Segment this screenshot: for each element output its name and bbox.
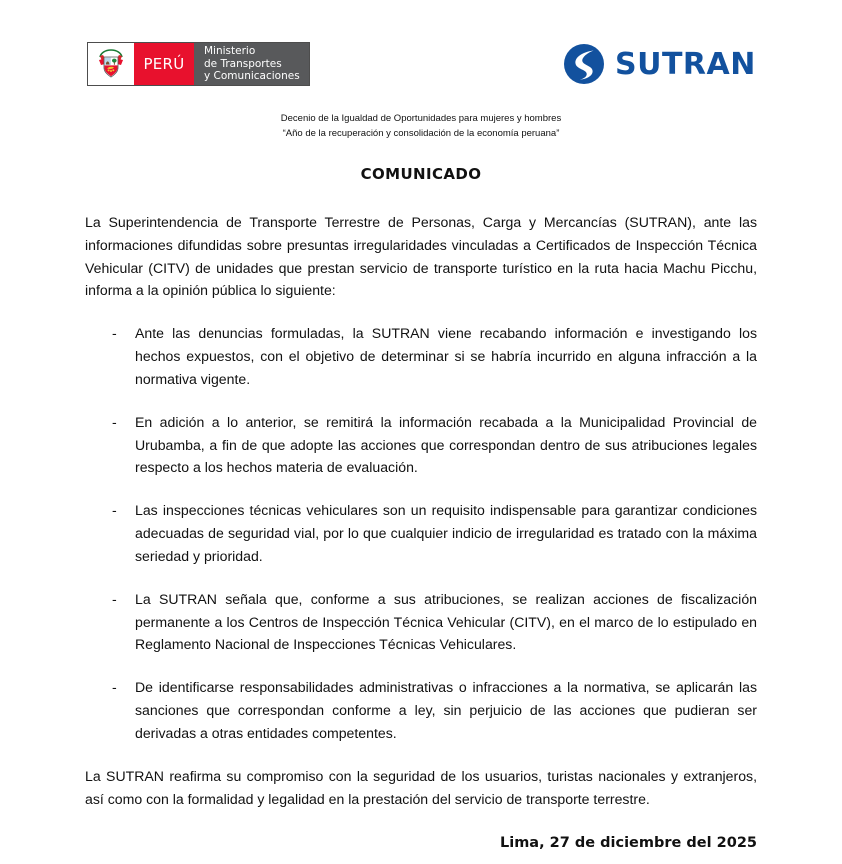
mtc-logo (87, 42, 310, 86)
signoff-date: Lima, 27 de diciembre del 2025 (499, 835, 757, 852)
bullet-marker-icon: - (112, 325, 117, 342)
list-item-text: De identificarse responsabilidades administrativas o infracciones a la normativa, se aplicarán las sanciones que correspondan conforme a ley, sin perjuicio de las acciones que pudieran ser derivadas a otras entidades competentes. (135, 679, 757, 741)
document-body (85, 165, 757, 851)
list-item-text: La SUTRAN señala que, conforme a sus atribuciones, se realizan acciones de fiscalización permanente a los Centros de Inspección Técnica Vehicular (CITV), en el marco de lo estipulado en Reglamento Nacional de Inspecciones Técnicas Vehiculares. (135, 590, 757, 653)
intro-paragraph: La Superintendencia de Transporte Terrestre de Personas, Carga y Mercancías (SUTRAN), ante las informaciones difundidas sobre presuntas irregularidades vinculadas a Certificados de Inspección Técnica Vehicular (CITV) de unidades que prestan servicio de transporte turístico en la ruta hacia Machu Picchu, informa a la opinión pública lo siguiente: (85, 214, 757, 299)
slogan-line-2: “Año de la recuperación y consolidación de la economía peruana” (282, 127, 560, 139)
ministry-line-2: de Transportes (204, 57, 282, 70)
ministry-name-block (194, 43, 309, 85)
sutran-swoosh-icon (563, 43, 605, 85)
bullet-marker-icon: - (112, 502, 117, 519)
ministry-line-1: Ministerio (204, 45, 256, 58)
sutran-wordmark: SUTRAN (615, 46, 756, 82)
sutran-logo (563, 42, 756, 86)
list-item (85, 676, 757, 744)
list-item (85, 322, 757, 390)
bullet-marker-icon: - (112, 679, 117, 696)
peru-coat-of-arms-icon (88, 43, 134, 85)
statement-list (85, 322, 757, 744)
list-item-text: Las inspecciones técnicas vehiculares son un requisito indispensable para garantizar condiciones adecuadas de seguridad vial, por lo que cualquier indicio de irregularidad es tratado con la máxima seriedad y prioridad. (135, 502, 757, 564)
official-slogan (0, 112, 842, 141)
list-item-text: En adición a lo anterior, se remitirá la información recabada a la Municipalidad Provincial de Urubamba, a fin de que adopte las acciones que correspondan dentro de sus atribuciones legales respecto a los hechos materia de evaluación. (135, 413, 757, 476)
closing-paragraph: La SUTRAN reafirma su compromiso con la seguridad de los usuarios, turistas nacionales y extranjeros, así como con la formalidad y legalidad en la prestación del servicio de transporte terrestre. (85, 767, 757, 807)
ministry-line-3: y Comunicaciones (204, 70, 300, 83)
peru-label: PERÚ (134, 43, 194, 85)
document-header (0, 0, 842, 105)
bullet-marker-icon: - (112, 590, 117, 607)
list-item (85, 411, 757, 479)
bullet-marker-icon: - (112, 413, 117, 430)
list-item (85, 499, 757, 567)
list-item-text: Ante las denuncias formuladas, la SUTRAN viene recabando información e investigando los hechos expuestos, con el objetivo de determinar si se habría incurrido en alguna infracción a la normativa vigente. (135, 325, 757, 387)
list-item (85, 588, 757, 656)
slogan-line-1: Decenio de la Igualdad de Oportunidades para mujeres y hombres (280, 113, 562, 124)
page-title: COMUNICADO (360, 165, 482, 183)
